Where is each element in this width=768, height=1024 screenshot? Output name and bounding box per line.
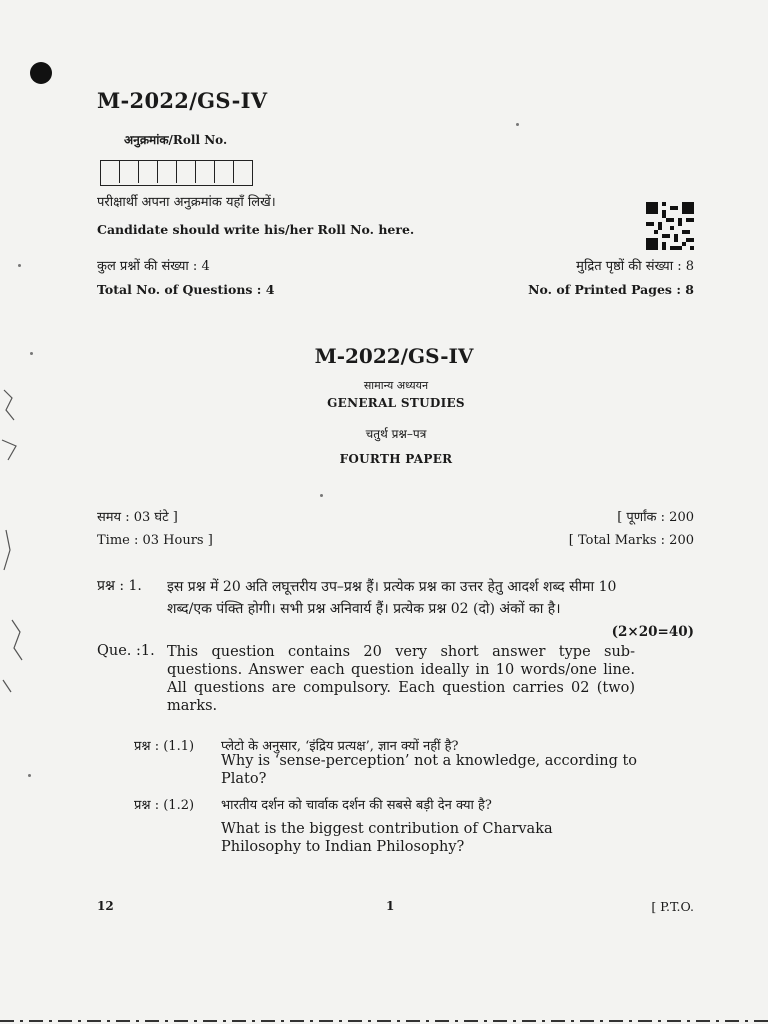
page-number: 1: [386, 899, 395, 913]
sub-question-english: What is the biggest contribution of Charvaka Philosophy to Indian Philosophy?: [221, 821, 553, 855]
question-1-marks: (2×20=40): [611, 624, 694, 640]
roll-digit-box[interactable]: [139, 161, 158, 183]
roll-number-label: अनुक्रमांक/Roll No.: [124, 133, 228, 147]
roll-instruction-hindi: परीक्षार्थी अपना अनुक्रमांक यहाँ लिखें।: [97, 195, 276, 210]
page-bottom-edge: [0, 1018, 768, 1024]
total-marks-english: [ Total Marks : 200: [568, 533, 694, 548]
roll-instruction-english: Candidate should write his/her Roll No. here.: [97, 222, 415, 237]
question-1-instructions-hindi: इस प्रश्न में 20 अति लघूत्तरीय उप–प्रश्न हैं। प्रत्येक प्रश्न का उत्तर हेतु आदर्श शब्द सीमा 10 शब्द/एक पंक्ति होगी। सभी प्रश्न अनिवार्य हैं। प्रत्येक प्रश्न 02 (दो) अंकों का है।: [167, 579, 617, 617]
roll-digit-box[interactable]: [234, 161, 252, 183]
pto-marker: [ P.T.O.: [651, 899, 694, 914]
paper-number-english: FOURTH PAPER: [339, 452, 453, 466]
qr-code-icon: [646, 202, 694, 250]
total-marks-hindi: [ पूर्णांक : 200: [617, 510, 694, 525]
roll-digit-box[interactable]: [120, 161, 139, 183]
question-1-label-english: Que. :1.: [97, 643, 155, 659]
subject-hindi: सामान्य अध्ययन: [363, 379, 429, 392]
scan-speck: [18, 264, 21, 267]
scan-speck: [516, 123, 519, 126]
paper-number-hindi: चतुर्थ प्रश्न–पत्र: [365, 427, 427, 441]
scan-speck: [30, 352, 33, 355]
question-1-label-hindi: प्रश्न : 1.: [97, 578, 142, 594]
total-questions-hindi: कुल प्रश्नों की संख्या : 4: [97, 259, 210, 274]
punch-hole-mark: [30, 62, 52, 84]
sub-question-label: प्रश्न : (1.2): [134, 798, 195, 813]
sub-question-english: Why is ‘sense-perception’ not a knowledge, according to Plato?: [221, 753, 638, 787]
subject-english: GENERAL STUDIES: [327, 396, 465, 410]
time-english: Time : 03 Hours ]: [97, 533, 213, 548]
time-hindi: समय : 03 घंटे ]: [97, 510, 178, 525]
total-questions-english: Total No. of Questions : 4: [97, 282, 275, 297]
paper-code-header: M-2022/GS-IV: [97, 88, 268, 113]
printed-pages-hindi: मुद्रित पृष्ठों की संख्या : 8: [576, 259, 694, 274]
roll-digit-box[interactable]: [215, 161, 234, 183]
sub-question-label: प्रश्न : (1.1): [134, 739, 195, 754]
roll-digit-box[interactable]: [177, 161, 196, 183]
sub-question-hindi: भारतीय दर्शन को चार्वाक दर्शन की सबसे बड़ी देन क्या है?: [221, 798, 492, 813]
scan-speck: [28, 774, 31, 777]
footer-code: 12: [97, 899, 114, 913]
question-1-instructions-english: This question contains 20 very short answer type sub-questions. Answer each question ideally in 10 words/one line. All questions are compulsory. Each question carries 02 (two) marks.: [167, 644, 635, 714]
roll-number-boxes[interactable]: [100, 160, 253, 186]
sub-question-hindi: प्लेटो के अनुसार, ‘इंद्रिय प्रत्यक्ष’, ज्ञान क्यों नहीं है?: [221, 739, 459, 754]
paper-code-title: M-2022/GS-IV: [314, 344, 474, 368]
roll-digit-box[interactable]: [158, 161, 177, 183]
binding-edge-mark: [0, 380, 32, 700]
roll-digit-box[interactable]: [196, 161, 215, 183]
printed-pages-english: No. of Printed Pages : 8: [528, 282, 694, 297]
roll-digit-box[interactable]: [101, 161, 120, 183]
scan-speck: [320, 494, 323, 497]
